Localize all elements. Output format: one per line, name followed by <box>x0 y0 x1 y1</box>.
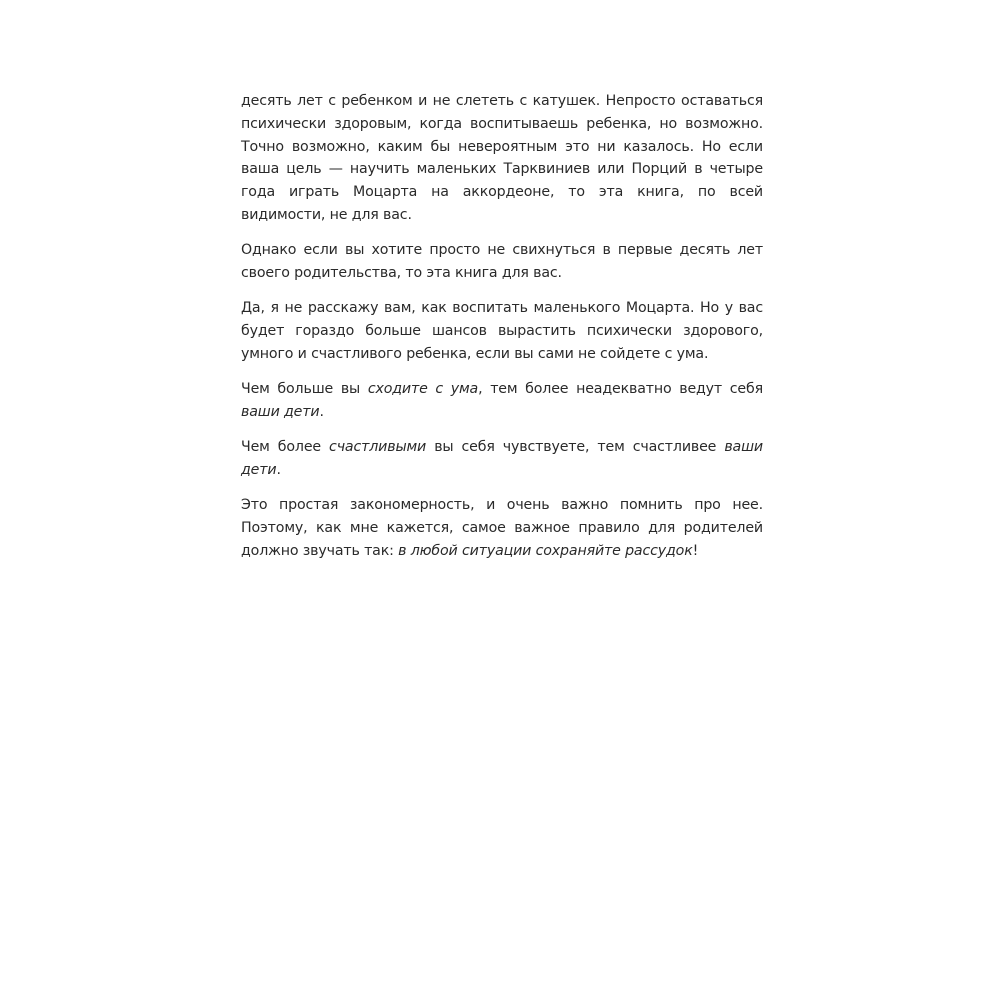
italic-phrase: сходите с ума <box>367 381 479 398</box>
text-segment: вы себя чувствуете, тем счастливее <box>426 439 725 456</box>
italic-phrase: ваши дети <box>241 404 320 421</box>
text-segment: Чем больше вы <box>241 381 368 398</box>
text-segment: , тем более неадекватно ведут себя <box>478 381 763 398</box>
italic-phrase: ваши дети <box>241 439 763 479</box>
text-segment: Да, я не расскажу вам, как воспитать маленького Моцарта. Но у вас будет гораздо больше шансов вырастить психически здорового, умного и счастливого ребенка, если вы сами не сойдете с ума. <box>241 300 763 362</box>
italic-phrase: в любой ситуации сохраняйте рассудок <box>398 543 693 560</box>
paragraph <box>241 90 763 227</box>
text-segment: десять лет с ребенком и не слететь с катушек. Непросто оставаться психически здоровым, когда воспитываешь ребенка, но возможно. Точно возможно, каким бы невероятным это ни казалось. Но если ваша цель — научить маленьких Тарквиниев или Порций в четыре года играть Моцарта на аккордеоне, то эта книга, по всей видимости, не для вас. <box>241 93 763 223</box>
italic-phrase: счастливыми <box>329 439 427 456</box>
text-segment: Чем более <box>241 439 330 456</box>
body-text <box>241 90 763 575</box>
text-segment: . <box>319 404 324 421</box>
paragraph <box>241 378 763 424</box>
paragraph <box>241 297 763 365</box>
paragraph <box>241 436 763 482</box>
text-segment: ! <box>692 543 699 560</box>
paragraph <box>241 494 763 562</box>
text-segment: . <box>276 462 281 479</box>
text-segment: Это простая закономерность, и очень важно помнить про нее. Поэтому, как мне кажется, самое важное правило для родителей должно звучать так: <box>241 497 763 560</box>
text-segment: Однако если вы хотите просто не свихнуться в первые десять лет своего родительства, то эта книга для вас. <box>241 242 763 282</box>
paragraph <box>241 239 763 285</box>
